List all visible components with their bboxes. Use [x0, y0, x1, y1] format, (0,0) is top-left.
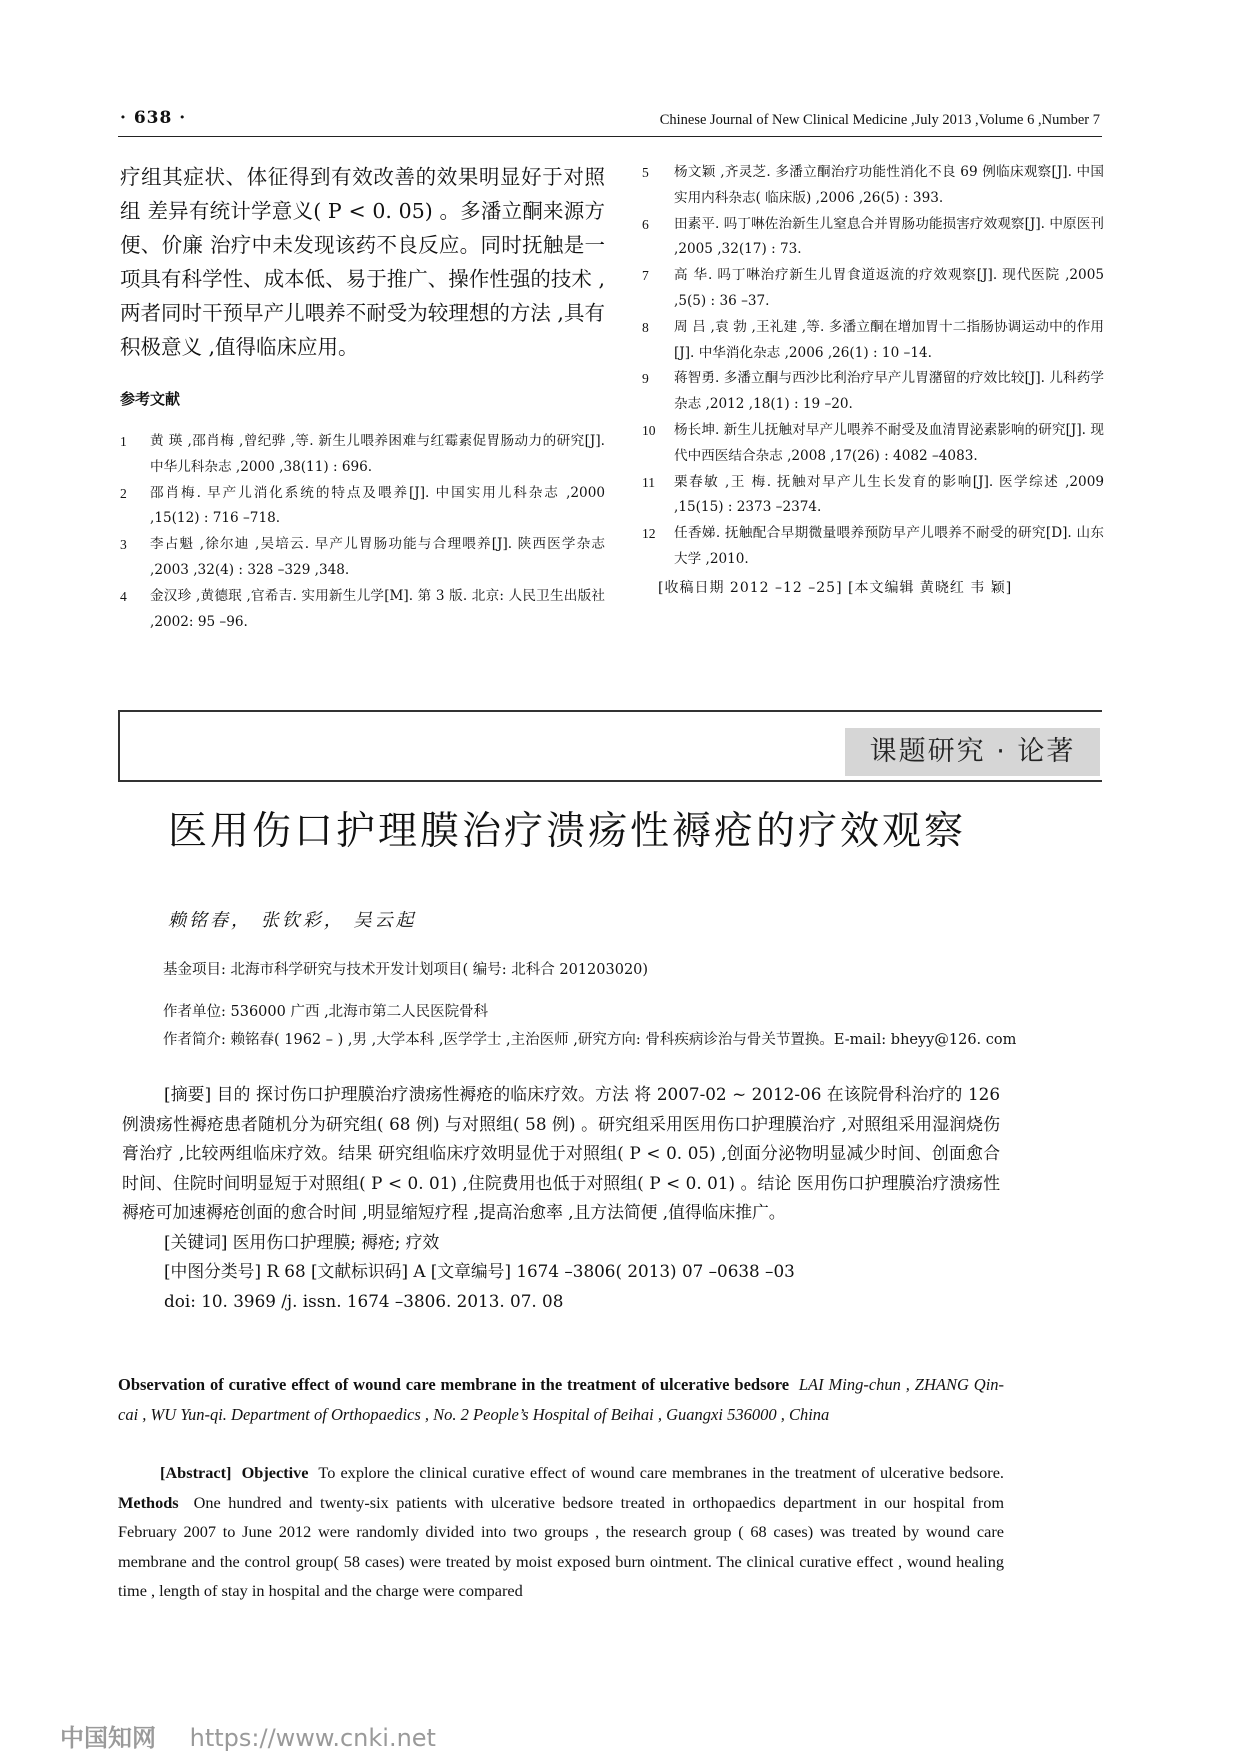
- section-rule: [118, 780, 1102, 782]
- reference-text: 田素平. 吗丁啉佐治新生儿窒息合并胃肠功能损害疗效观察[J]. 中原医刊 ,2005 ,32(17) : 73.: [674, 215, 1104, 258]
- reference-item: [120, 429, 605, 481]
- reference-text: 周 吕 ,袁 勃 ,王礼建 ,等. 多潘立酮在增加胃十二指肠协调运动中的作用[J]. 中华消化杂志 ,2006 ,26(1) : 10 –14.: [674, 318, 1104, 361]
- reference-number: 8: [642, 319, 649, 335]
- affiliation: 作者单位: 536000 广西 ,北海市第二人民医院骨科: [163, 1004, 489, 1020]
- fund-info: 基金项目: 北海市科学研究与技术开发计划项目( 编号: 北科合 201203020): [163, 962, 649, 978]
- references-title: 参考文献: [120, 390, 181, 408]
- english-abstract: [118, 1458, 1004, 1606]
- english-authors-affiliation: LAI Ming-chun , ZHANG Qin-cai , WU Yun-qi. Department of Orthopaedics , No. 2 People’s Hospital of Beihai , Guangxi 536000 , China: [118, 1375, 1005, 1424]
- reference-text: 杨文颖 ,齐灵芝. 多潘立酮治疗功能性消化不良 69 例临床观察[J]. 中国实用内科杂志( 临床版) ,2006 ,26(5) : 393.: [674, 164, 1104, 206]
- left-column: [120, 160, 605, 635]
- references-list-left: [120, 429, 605, 635]
- reference-item: [642, 418, 1104, 470]
- objective-label: Objective: [241, 1463, 309, 1482]
- english-title-block: [118, 1370, 1004, 1429]
- reference-item: [642, 212, 1104, 264]
- reference-number: 10: [642, 422, 656, 438]
- reference-text: 蒋智勇. 多潘立酮与西沙比利治疗早产儿胃潴留的疗效比较[J]. 儿科药学杂志 ,2012 ,18(1) : 19 –20.: [674, 370, 1104, 413]
- objective-text: To explore the clinical curative effect of wound care membranes in the treatment of ulcerative bedsore.: [318, 1463, 1004, 1482]
- reference-number: 1: [120, 434, 127, 449]
- reference-number: 5: [642, 165, 649, 180]
- right-column: [642, 160, 1104, 597]
- section-tag: 课题研究 · 论著: [845, 728, 1100, 776]
- header-rule: [118, 136, 1102, 137]
- reference-text: 高 华. 吗丁啉治疗新生儿胃食道返流的疗效观察[J]. 现代医院 ,2005 ,5(5) : 36 –37.: [674, 267, 1104, 309]
- reference-item: [642, 315, 1104, 367]
- doi: doi: 10. 3969 /j. issn. 1674 –3806. 2013. 07. 08: [164, 1290, 564, 1311]
- reference-text: 金汉珍 ,黄德珉 ,官希吉. 实用新生儿学[M]. 第 3 版. 北京: 人民卫生出版社 ,2002: 95 –96.: [150, 587, 605, 630]
- reference-text: 邵肖梅. 早产儿消化系统的特点及喂养[J]. 中国实用儿科杂志 ,2000 ,15(12) : 716 –718.: [150, 484, 605, 527]
- reference-number: 4: [120, 588, 127, 604]
- keywords: [关键词] 医用伤口护理膜; 褥疮; 疗效: [164, 1231, 440, 1252]
- reference-number: 3: [120, 537, 127, 553]
- reference-number: 11: [642, 474, 656, 490]
- reference-item: [642, 263, 1104, 315]
- cnki-watermark: [60, 1718, 436, 1753]
- cnki-url: https://www.cnki.net: [189, 1724, 436, 1752]
- reference-item: [642, 160, 1104, 212]
- received-note: [收稿日期 2012 –12 –25] [本文编辑 黄晓红 韦 颖]: [658, 579, 1013, 596]
- reference-number: 12: [642, 526, 656, 542]
- reference-item: [120, 584, 605, 636]
- reference-text: 杨长坤. 新生儿抚触对早产儿喂养不耐受及血清胃泌素影响的研究[J]. 现代中西医结合杂志 ,2008 ,17(26) : 4082 –4083.: [674, 421, 1104, 464]
- reference-item: [642, 521, 1104, 573]
- reference-number: 7: [642, 268, 649, 284]
- article-title: 医用伤口护理膜治疗溃疡性褥疮的疗效观察: [168, 809, 967, 854]
- reference-number: 2: [120, 485, 127, 501]
- reference-number: 6: [642, 216, 649, 232]
- reference-text: 栗春敏 ,王 梅. 抚触对早产儿生长发育的影响[J]. 医学综述 ,2009 ,15(15) : 2373 –2374.: [674, 473, 1104, 516]
- reference-item: [642, 366, 1104, 418]
- reference-number: 9: [642, 371, 649, 387]
- prev-article-conclusion: 疗组其症状、体征得到有效改善的效果明显好于对照组 差异有统计学意义( P < 0. 05) 。多潘立酮来源方便、价廉 治疗中未发现该药不良反应。同时抚触是一项具有科学性、成本低、易于推广、操作性强的技术 ,两者同时干预早产儿喂养不耐受为较理想的方法 ,具有积极意义 ,值得临床应用。: [120, 165, 605, 359]
- reference-item: [642, 470, 1104, 522]
- reference-text: 任香娣. 抚触配合早期微量喂养预防早产儿喂养不耐受的研究[D]. 山东大学 ,2010.: [674, 525, 1104, 567]
- journal-header: Chinese Journal of New Clinical Medicine ,July 2013 ,Volume 6 ,Number 7: [659, 112, 1100, 128]
- article-authors: 赖铭春， 张钦彩， 吴云起: [168, 910, 417, 931]
- author-bio: 作者简介: 赖铭春( 1962 – ) ,男 ,大学本科 ,医学学士 ,主治医师 ,研究方向: 骨科疾病诊治与骨关节置换。E-mail: bheyy@126. com: [163, 1032, 1017, 1048]
- page-number: · 638 ·: [120, 108, 187, 128]
- classification: [中图分类号] R 68 [文献标识码] A [文章编号] 1674 –3806( 2013) 07 –0638 –03: [164, 1261, 795, 1281]
- methods-label: Methods: [118, 1492, 179, 1512]
- chinese-abstract: [摘要] 目的 探讨伤口护理膜治疗溃疡性褥疮的临床疗效。方法 将 2007-02 ~ 2012-06 在该院骨科治疗的 126 例溃疡性褥疮患者随机分为研究组( 68 例) 与对照组( 58 例) 。研究组采用医用伤口护理膜治疗 ,对照组采用湿润烧伤膏治疗 ,比较两组临床疗效。结果 研究组临床疗效明显优于对照组( P < 0. 05) ,创面分泌物明显减少时间、创面愈合时间、住院时间明显短于对照组( P < 0. 01) ,住院费用也低于对照组( P < 0. 01) 。结论 医用伤口护理膜治疗溃疡性褥疮可加速褥疮创面的愈合时间 ,明显缩短疗程 ,提高治愈率 ,且方法简便 ,值得临床推广。: [122, 1084, 1000, 1222]
- reference-item: [120, 532, 605, 584]
- methods-text: One hundred and twenty-six patients with ulcerative bedsore treated in orthopaedics department in our hospital from February 2007 to June 2012 were randomly divided into two groups , the research group ( 68 cases) was treated by wound care membrane and the control group( 58 cases) were treated by moist exposed burn ointment. The clinical curative effect , wound healing time , length of stay in hospital and the charge were compared: [118, 1492, 1004, 1600]
- cnki-brand: 中国知网: [60, 1724, 156, 1752]
- abstract-label: [Abstract]: [160, 1463, 232, 1482]
- reference-item: [120, 481, 605, 533]
- english-title: Observation of curative effect of wound care membrane in the treatment of ulcerative bedsore: [118, 1375, 790, 1394]
- reference-text: 黄 瑛 ,邵肖梅 ,曾纪骅 ,等. 新生儿喂养困难与红霉素促胃肠动力的研究[J]. 中华儿科杂志 ,2000 ,38(11) : 696.: [150, 433, 605, 475]
- reference-text: 李占魁 ,徐尔迪 ,吴培云. 早产儿胃肠功能与合理喂养[J]. 陕西医学杂志 ,2003 ,32(4) : 328 –329 ,348.: [150, 536, 605, 578]
- references-list-right: [642, 160, 1104, 573]
- chinese-abstract-block: [122, 1080, 1000, 1316]
